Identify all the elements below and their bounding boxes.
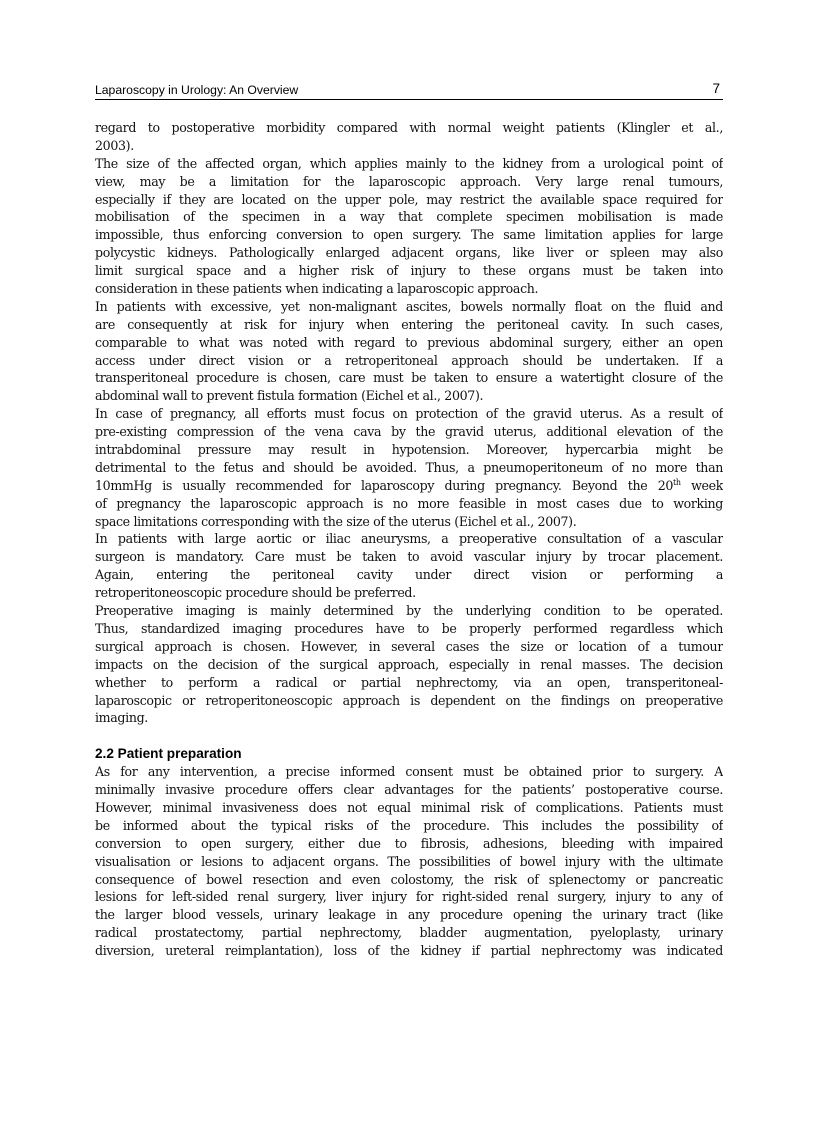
page-number: 7 — [712, 81, 720, 96]
text-line: comparable to what was noted with regard to previous abdominal surgery, either an open — [95, 334, 723, 350]
text-line: Thus, standardized imaging procedures have to be properly performed regardless which — [95, 620, 723, 636]
text-line: detrimental to the fetus and should be avoided. Thus, a pneumoperitoneum of no more than — [95, 459, 723, 475]
text-line: surgeon is mandatory. Care must be taken to avoid vascular injury by trocar placement. — [95, 549, 723, 565]
text-line: mobilisation of the specimen in a way that complete specimen mobilisation is made — [95, 209, 723, 225]
text-line: space limitations corresponding with the size of the uterus (Eichel et al., 2007). — [95, 513, 577, 529]
text-line: polycystic kidneys. Pathologically enlarged adjacent organs, like liver or spleen may also — [95, 245, 723, 261]
text-line: retroperitoneoscopic procedure should be preferred. — [95, 585, 416, 601]
body-text — [95, 119, 723, 960]
text-fragment: week — [680, 477, 723, 493]
text-line: the larger blood vessels, urinary leakage in any procedure opening the urinary tract (like — [95, 907, 723, 923]
text-line: consequence of bowel resection and even colostomy, the risk of splenectomy or pancreatic — [95, 871, 723, 887]
text-line: imaging. — [95, 710, 148, 726]
text-line: transperitoneal procedure is chosen, care must be taken to ensure a watertight closure of the — [95, 370, 723, 386]
paragraph-aneurysms — [95, 530, 723, 602]
text-line: surgical approach is chosen. However, in several cases the size or location of a tumour — [95, 638, 723, 654]
text-line: conversion to open surgery, either due to fibrosis, adhesions, bleeding with impaired — [95, 835, 723, 851]
text-line: visualisation or lesions to adjacent organs. The possibilities of bowel injury with the ultimate — [95, 853, 723, 869]
text-line: pre-existing compression of the vena cava by the gravid uterus, additional elevation of the — [95, 424, 723, 440]
text-line: impossible, thus enforcing conversion to open surgery. The same limitation applies for large — [95, 227, 723, 243]
paragraph-ascites — [95, 298, 723, 405]
text-line: especially if they are located on the upper pole, may restrict the available space required for — [95, 191, 723, 207]
text-line: are consequently at risk for injury when entering the peritoneal cavity. In such cases, — [95, 316, 723, 332]
text-line: abdominal wall to prevent fistula formation (Eichel et al., 2007). — [95, 388, 484, 404]
text-line: In patients with large aortic or iliac aneurysms, a preoperative consultation of a vascular — [95, 531, 723, 547]
text-line: The size of the affected organ, which applies mainly to the kidney from a urological point of — [95, 155, 723, 171]
text-line: limit surgical space and a higher risk of injury to these organs must be taken into — [95, 263, 723, 279]
text-line: laparoscopic or retroperitoneoscopic approach is dependent on the findings on preoperative — [95, 692, 723, 708]
text-line: whether to perform a radical or partial nephrectomy, via an open, transperitoneal- — [95, 674, 723, 690]
text-line: As for any intervention, a precise informed consent must be obtained prior to surgery. A — [95, 764, 723, 780]
text-fragment: 10mmHg is usually recommended for laparoscopy during pregnancy. Beyond the 20 — [95, 477, 674, 493]
text-line: In case of pregnancy, all efforts must focus on protection of the gravid uterus. As a result of — [95, 406, 723, 422]
text-line: access under direct vision or a retroperitoneal approach should be undertaken. If a — [95, 352, 723, 368]
text-line: diversion, ureteral reimplantation), loss of the kidney if partial nephrectomy was indicated — [95, 943, 723, 959]
text-line: 2003). — [95, 137, 134, 153]
paragraph-organ-size — [95, 155, 723, 298]
paragraph-postoperative-morbidity — [95, 119, 723, 155]
section-heading: 2.2 Patient preparation — [95, 746, 242, 762]
text-line: However, minimal invasiveness does not equal minimal risk of complications. Patients must — [95, 799, 723, 815]
text-line: minimally invasive procedure offers clear advantages for the patients’ postoperative course. — [95, 782, 723, 798]
text-line: view, may be a limitation for the laparoscopic approach. Very large renal tumours, — [95, 173, 723, 189]
text-line: In patients with excessive, yet non-malignant ascites, bowels normally float on the fluid and — [95, 298, 723, 314]
paragraph-pregnancy — [95, 405, 723, 530]
paragraph-imaging — [95, 602, 723, 727]
paragraph-patient-preparation — [95, 763, 723, 960]
text-line: radical prostatectomy, partial nephrectomy, bladder augmentation, pyeloplasty, urinary — [95, 925, 723, 941]
text-line: Preoperative imaging is mainly determined by the underlying condition to be operated. — [95, 603, 723, 619]
text-line: impacts on the decision of the surgical approach, especially in renal masses. The decision — [95, 656, 723, 672]
text-line: consideration in these patients when indicating a laparoscopic approach. — [95, 281, 539, 297]
text-line: of pregnancy the laparoscopic approach is no more feasible in most cases due to working — [95, 495, 723, 511]
superscript: th — [673, 477, 681, 487]
running-title: Laparoscopy in Urology: An Overview — [95, 83, 299, 97]
text-line: regard to postoperative morbidity compared with normal weight patients (Klingler et al., — [95, 120, 723, 135]
text-line: intrabdominal pressure may result in hypotension. Moreover, hypercarbia might be — [95, 442, 723, 458]
text-line-with-superscript — [95, 477, 723, 495]
text-line: Again, entering the peritoneal cavity under direct vision or performing a — [95, 567, 723, 583]
section-spacer — [95, 727, 723, 745]
running-header — [95, 79, 723, 100]
text-line: lesions for left-sided renal surgery, liver injury for right-sided renal surgery, injury to any of — [95, 889, 723, 905]
text-line: be informed about the typical risks of the procedure. This includes the possibility of — [95, 817, 723, 833]
